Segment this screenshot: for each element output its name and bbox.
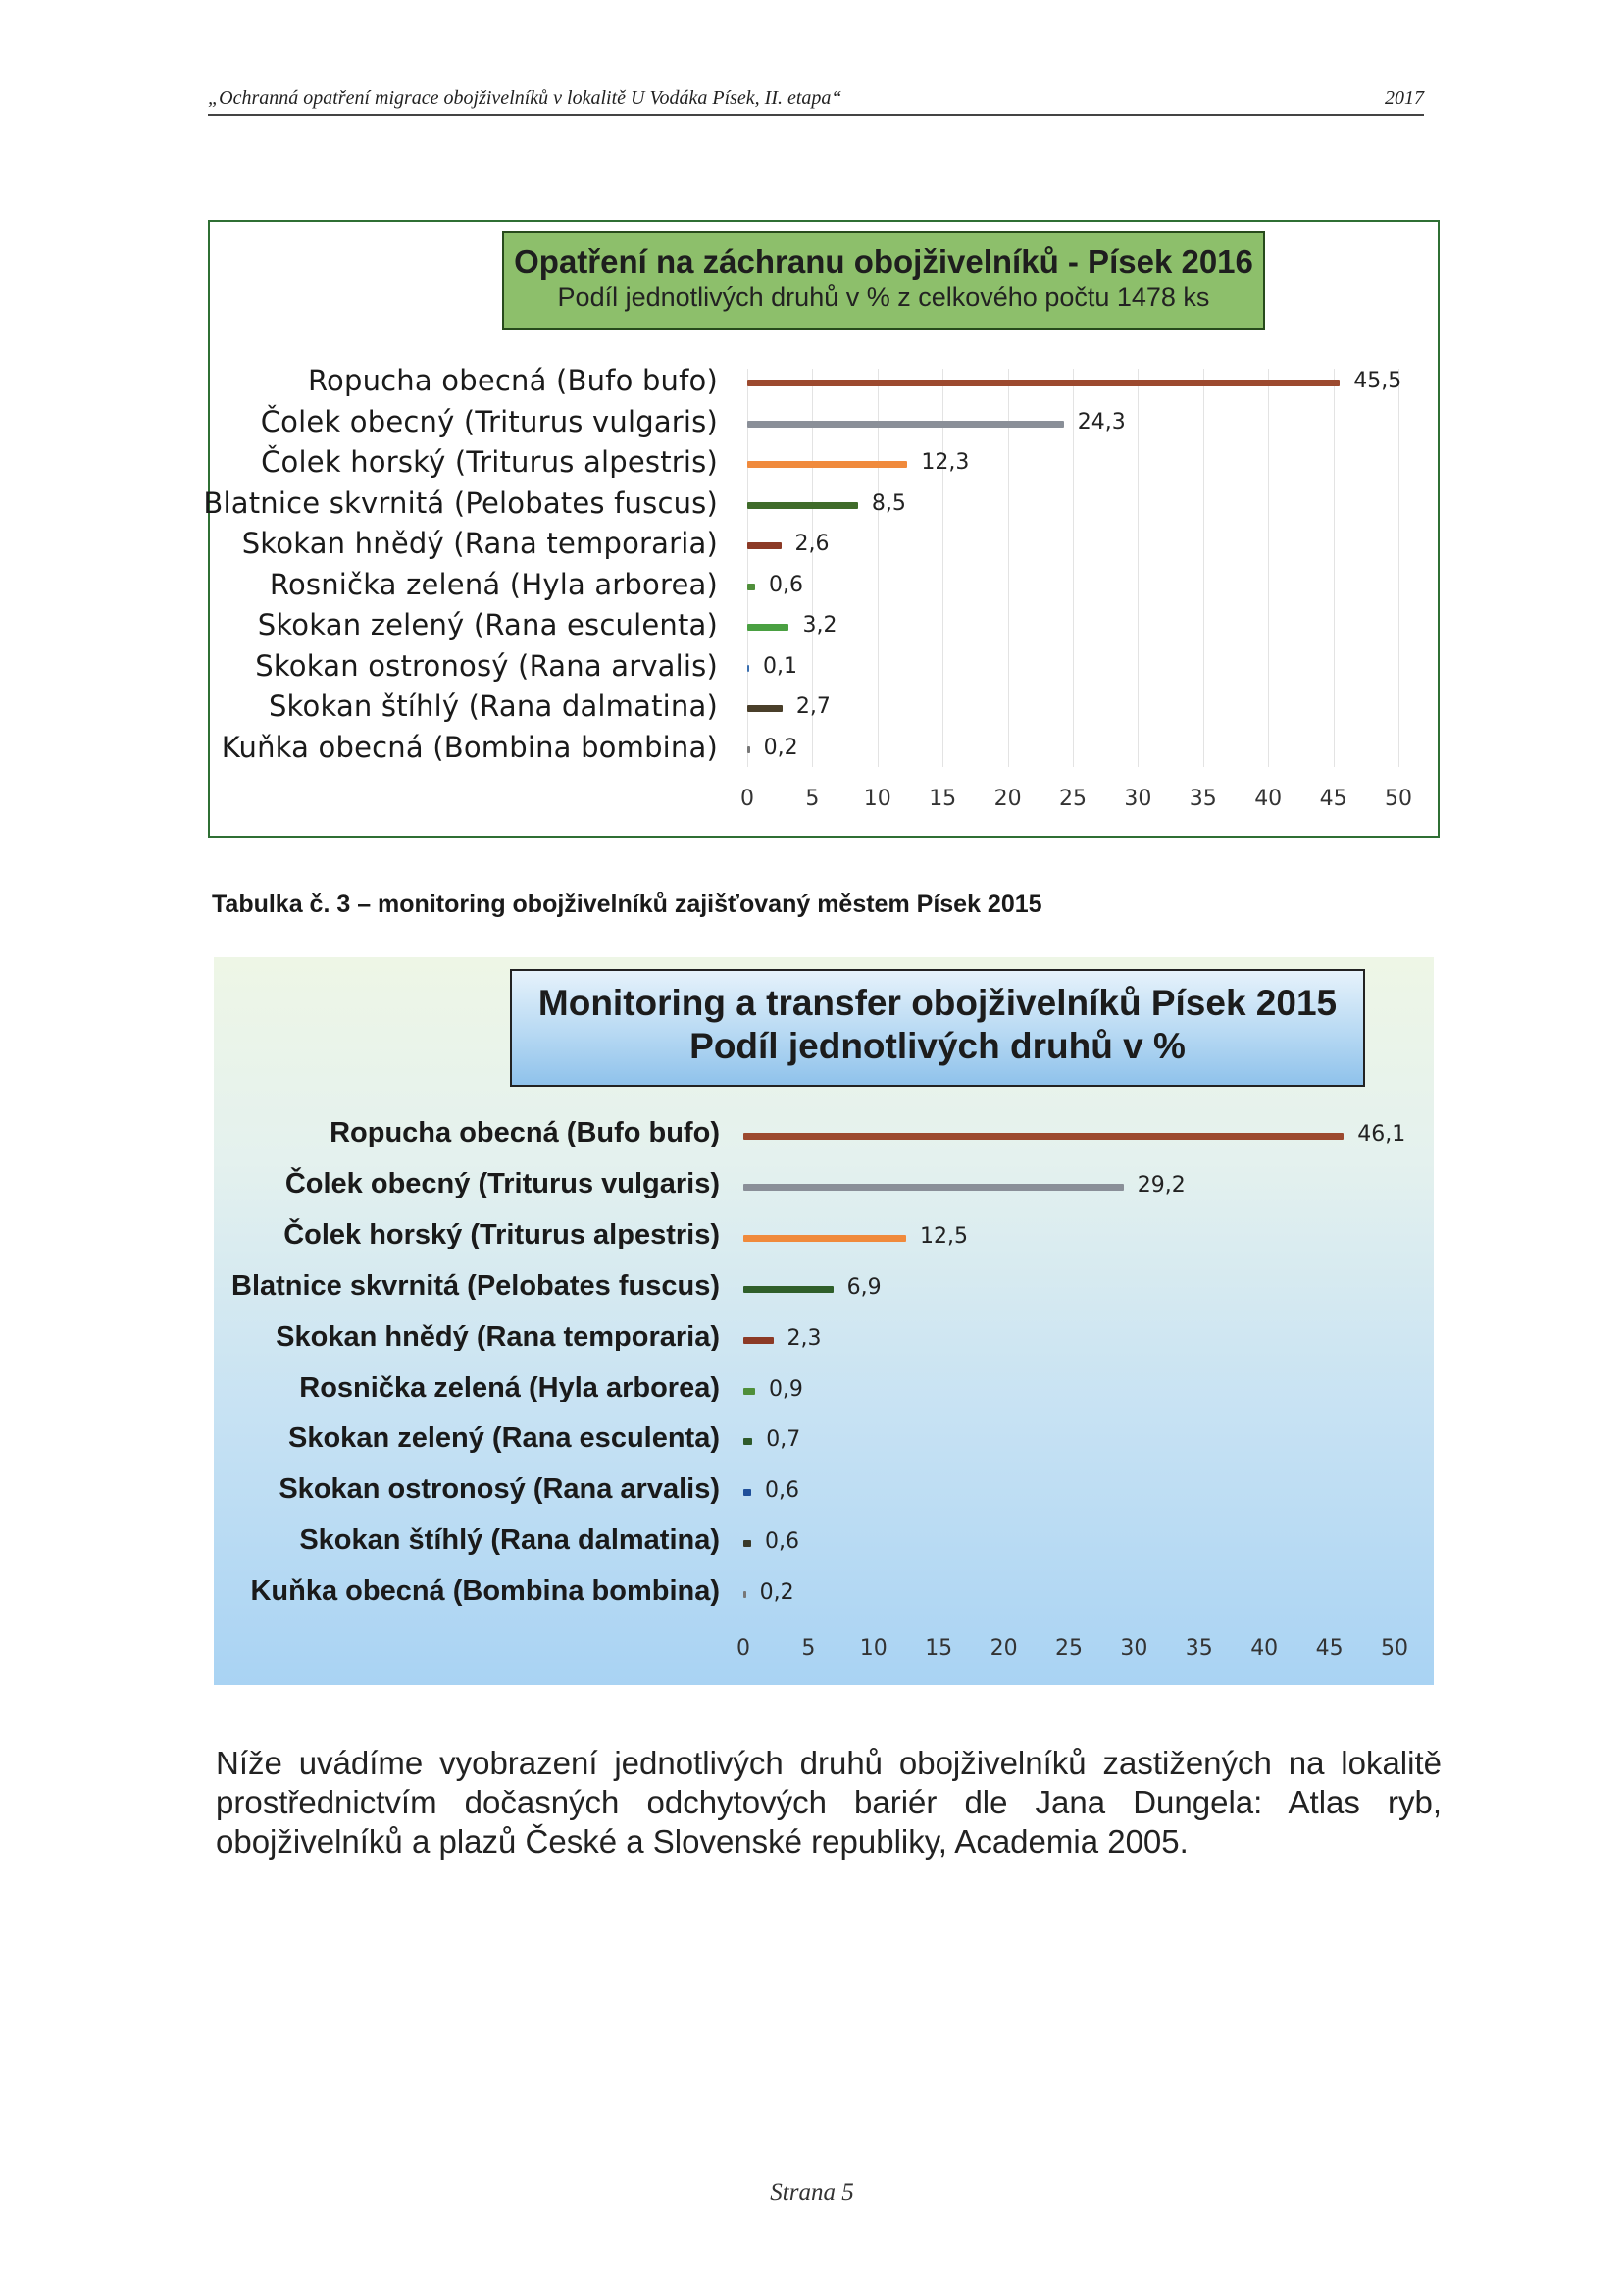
data-label: 2,6 bbox=[794, 532, 830, 556]
gridline bbox=[942, 369, 943, 767]
category-label: Blatnice skvrnitá (Pelobates fuscus) bbox=[231, 1269, 720, 1301]
chart-pisek-2016 bbox=[203, 220, 1440, 838]
chart-title: Monitoring a transfer obojživelníků Písek 2015 bbox=[537, 983, 1338, 1023]
gridline bbox=[1073, 369, 1074, 767]
x-tick-label: 50 bbox=[1385, 787, 1412, 811]
category-label: Čolek horský (Triturus alpestris) bbox=[283, 1218, 720, 1250]
gridline bbox=[1138, 369, 1139, 767]
data-label: 0,1 bbox=[763, 653, 797, 679]
data-label: 0,2 bbox=[763, 735, 798, 760]
category-label: Skokan zelený (Rana esculenta) bbox=[288, 1422, 720, 1454]
data-label: 0,6 bbox=[764, 1478, 799, 1504]
page-number: Strana 5 bbox=[770, 2179, 854, 2206]
data-label: 0,7 bbox=[766, 1427, 801, 1453]
x-tick-label: 5 bbox=[801, 1636, 816, 1660]
bar bbox=[747, 665, 749, 672]
data-label: 0,9 bbox=[768, 1376, 803, 1402]
bar bbox=[747, 421, 1064, 428]
x-tick-label: 40 bbox=[1254, 787, 1283, 811]
x-tick-label: 40 bbox=[1250, 1636, 1279, 1660]
category-label: Skokan štíhlý (Rana dalmatina) bbox=[268, 689, 718, 723]
category-label: Skokan štíhlý (Rana dalmatina) bbox=[299, 1524, 720, 1556]
category-label: Ropucha obecná (Bufo bufo) bbox=[330, 1117, 720, 1148]
bar bbox=[747, 542, 782, 549]
data-label: 45,5 bbox=[1353, 369, 1402, 393]
category-label: Ropucha obecná (Bufo bufo) bbox=[307, 364, 718, 397]
bar bbox=[747, 705, 783, 712]
category-label: Čolek obecný (Triturus vulgaris) bbox=[284, 1167, 720, 1199]
x-tick-label: 15 bbox=[929, 787, 957, 811]
category-label: Skokan ostronosý (Rana arvalis) bbox=[279, 1473, 720, 1505]
x-tick-label: 10 bbox=[863, 787, 891, 811]
x-tick-label: 20 bbox=[990, 1636, 1018, 1660]
chart-subtitle: Podíl jednotlivých druhů v % bbox=[689, 1026, 1186, 1066]
bar bbox=[743, 1235, 906, 1242]
gridline bbox=[878, 369, 879, 767]
chart-subtitle: Podíl jednotlivých druhů v % z celkového počtu 1478 ks bbox=[557, 282, 1210, 312]
category-label: Rosnička zelená (Hyla arborea) bbox=[269, 567, 718, 601]
x-tick-label: 5 bbox=[805, 787, 820, 811]
bar bbox=[743, 1540, 751, 1547]
data-label: 3,2 bbox=[802, 613, 837, 637]
gridline bbox=[1203, 369, 1204, 767]
x-tick-label: 45 bbox=[1319, 787, 1347, 811]
chart-title-box bbox=[510, 969, 1365, 1087]
category-label: Blatnice skvrnitá (Pelobates fuscus) bbox=[203, 485, 718, 520]
category-label: Skokan hnědý (Rana temporaria) bbox=[276, 1320, 720, 1352]
gridline bbox=[1334, 369, 1335, 767]
bar bbox=[743, 1388, 755, 1395]
gridline bbox=[1008, 369, 1009, 767]
chart-pisek-2015 bbox=[214, 957, 1434, 1685]
bar bbox=[743, 1184, 1124, 1191]
table-caption: Tabulka č. 3 – monitoring obojživelníků zajišťovaný městem Písek 2015 bbox=[212, 891, 1042, 918]
x-tick-label: 15 bbox=[925, 1636, 953, 1660]
chart-title-box bbox=[502, 231, 1265, 330]
category-label: Rosnička zelená (Hyla arborea) bbox=[299, 1371, 720, 1403]
bar bbox=[747, 502, 858, 509]
bar bbox=[743, 1286, 834, 1293]
category-label: Čolek obecný (Triturus vulgaris) bbox=[260, 404, 718, 438]
data-label: 29,2 bbox=[1137, 1172, 1186, 1198]
bar bbox=[743, 1591, 746, 1598]
chart-title: Opatření na záchranu obojživelníků - Písek 2016 bbox=[514, 243, 1253, 280]
category-label: Kuňka obecná (Bombina bombina) bbox=[250, 1575, 720, 1607]
gridline bbox=[1268, 369, 1269, 767]
data-label: 0,6 bbox=[764, 1529, 799, 1555]
bar bbox=[747, 584, 755, 590]
data-label: 8,5 bbox=[871, 490, 906, 516]
x-tick-label: 20 bbox=[993, 787, 1022, 811]
page-header bbox=[208, 82, 1424, 116]
x-tick-label: 50 bbox=[1381, 1636, 1408, 1660]
data-label: 6,9 bbox=[846, 1274, 882, 1300]
data-label: 2,7 bbox=[795, 694, 831, 719]
category-label: Čolek horský (Triturus alpestris) bbox=[261, 445, 718, 479]
x-tick-label: 30 bbox=[1120, 1636, 1148, 1660]
data-label: 12,5 bbox=[920, 1223, 968, 1249]
category-label: Skokan hnědý (Rana temporaria) bbox=[241, 527, 718, 560]
data-label: 24,3 bbox=[1077, 409, 1126, 434]
bar bbox=[743, 1337, 774, 1344]
x-tick-label: 0 bbox=[740, 787, 754, 811]
category-label: Skokan ostronosý (Rana arvalis) bbox=[255, 648, 718, 683]
data-label: 2,3 bbox=[787, 1325, 822, 1351]
category-label: Kuňka obecná (Bombina bombina) bbox=[221, 730, 718, 764]
bar bbox=[747, 380, 1340, 386]
gridline bbox=[1398, 369, 1399, 767]
data-label: 0,6 bbox=[768, 572, 803, 597]
x-tick-label: 35 bbox=[1189, 787, 1217, 811]
data-label: 46,1 bbox=[1357, 1122, 1406, 1147]
data-label: 0,2 bbox=[759, 1580, 794, 1606]
x-tick-label: 0 bbox=[736, 1636, 750, 1660]
header-year: 2017 bbox=[1385, 87, 1424, 109]
bar bbox=[747, 746, 750, 753]
bar bbox=[743, 1489, 751, 1496]
bar bbox=[743, 1438, 752, 1445]
x-tick-label: 45 bbox=[1315, 1636, 1344, 1660]
data-label: 12,3 bbox=[921, 450, 970, 475]
bar bbox=[747, 461, 907, 468]
x-tick-label: 25 bbox=[1059, 787, 1087, 811]
x-tick-label: 25 bbox=[1055, 1636, 1083, 1660]
body-paragraph: Níže uvádíme vyobrazení jednotlivých druhů obojživelníků zastižených na lokalitě prostřednictvím dočasných odchytových bariér dle Jana Dungela: Atlas ryb, obojživelníků a plazů České a Slovenské republiky, Academia 2005. bbox=[216, 1745, 1442, 1860]
x-tick-label: 35 bbox=[1185, 1636, 1213, 1660]
bar bbox=[747, 624, 788, 631]
header-title: „Ochranná opatření migrace obojživelníků v lokalitě U Vodáka Písek, II. etapa“ bbox=[208, 87, 842, 109]
bar bbox=[743, 1133, 1344, 1140]
x-tick-label: 10 bbox=[859, 1636, 888, 1660]
x-tick-label: 30 bbox=[1124, 787, 1152, 811]
category-label: Skokan zelený (Rana esculenta) bbox=[257, 608, 718, 641]
